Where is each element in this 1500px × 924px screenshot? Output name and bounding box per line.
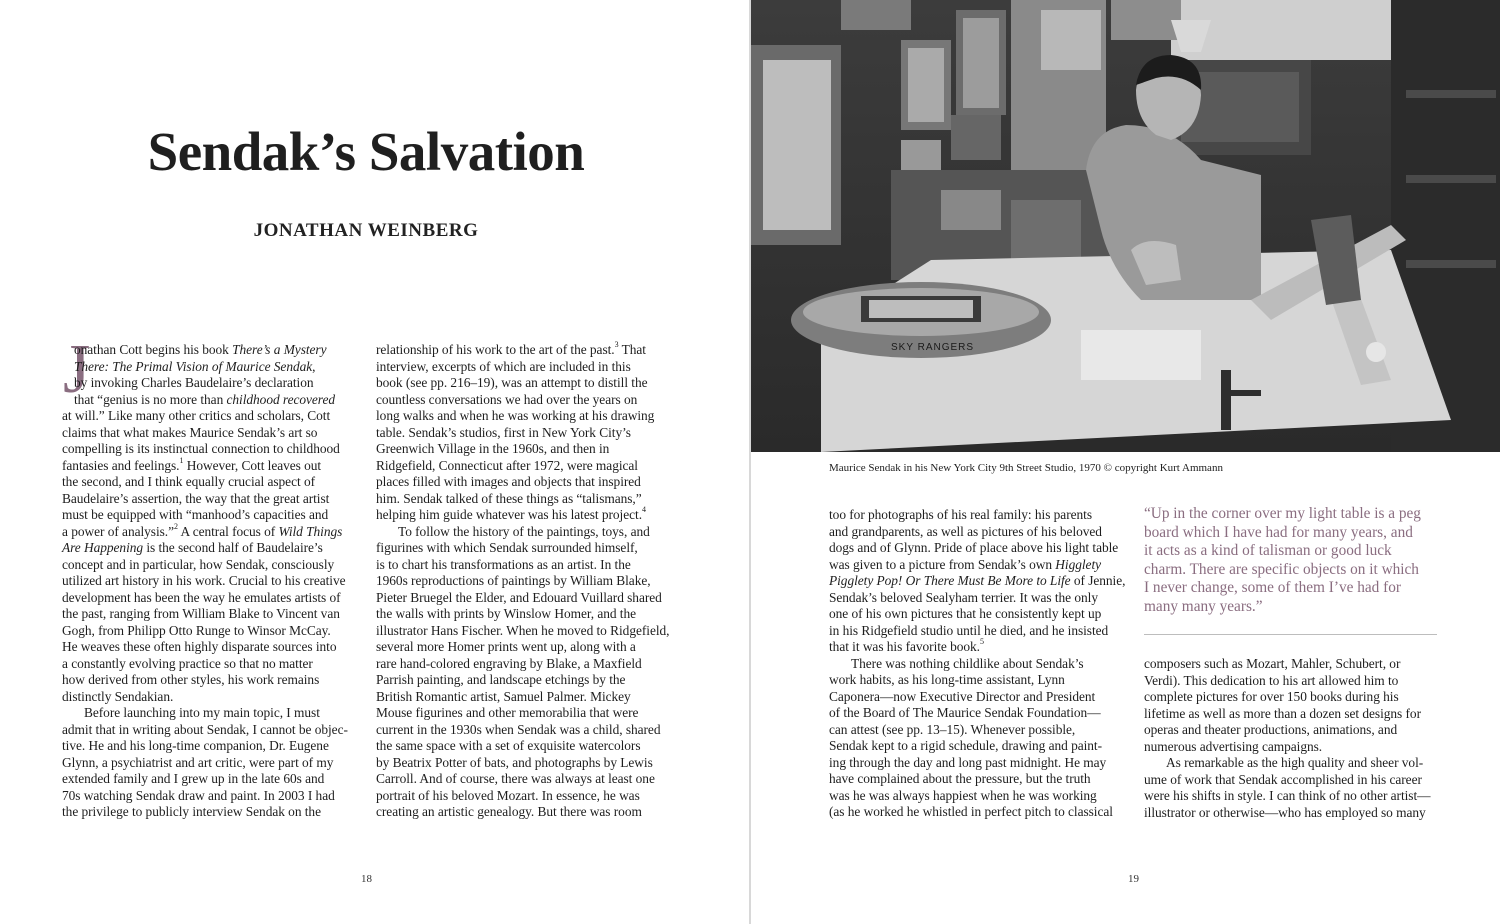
divider bbox=[1144, 634, 1437, 635]
body-column-1 bbox=[62, 331, 362, 821]
text-line: Baudelaire’s assertion, the way that the great artist bbox=[62, 490, 330, 506]
text-line: the privilege to publicly interview Sendak on the bbox=[62, 804, 321, 819]
text-line: Carroll. And of course, there was always at least one bbox=[376, 771, 655, 786]
chapter-title: Sendak’s Salvation bbox=[147, 121, 585, 182]
text-line: a power of analysis.”$^2$ A central focus of Wild Things bbox=[62, 521, 343, 539]
page-number-left: 18 bbox=[361, 873, 372, 885]
text-line: relationship of his work to the art of the past.$^3$ That bbox=[376, 340, 646, 357]
text-line: utilized art history in his work. Crucial to his creative bbox=[62, 573, 346, 588]
text-line: Ridgefield, Connecticut after 1972, were magical bbox=[376, 457, 638, 473]
blimp-text: SKY RANGERS bbox=[891, 342, 975, 353]
text-line: can attest (see pp. 13–15). Whenever possible, bbox=[829, 721, 1076, 737]
photo-caption: Maurice Sendak in his New York City 9th Street Studio, 1970 © copyright Kurt Ammann bbox=[829, 462, 1223, 474]
text-line: portrait of his beloved Mozart. In essence, he was bbox=[376, 787, 640, 803]
text-line: There was nothing childlike about Sendak’s bbox=[851, 655, 1084, 671]
text-line: onathan Cott begins his book There’s a Mystery bbox=[74, 342, 327, 357]
text-line: Before launching into my main topic, I must bbox=[84, 705, 320, 720]
text-line: long walks and when he was working at his drawing bbox=[376, 408, 655, 423]
text-line: rare hand-colored engraving by Blake, a Maxfield bbox=[376, 655, 642, 671]
text-line: dogs and of Glynn. Pride of place above his light table bbox=[829, 540, 1119, 555]
text-line: Sendak kept to a rigid schedule, drawing and paint- bbox=[829, 738, 1102, 753]
text-line: Caponera—now Executive Director and President bbox=[829, 688, 1096, 704]
text-line: the walls with prints by Winslow Homer, and the bbox=[376, 606, 637, 621]
text-line: the past, ranging from William Blake to Vincent van bbox=[62, 606, 340, 621]
text-line: (as he worked he whistled in perfect pitch to classical bbox=[829, 804, 1113, 819]
text-line: and grandparents, as well as pictures of his beloved bbox=[829, 523, 1102, 539]
text-line: Gogh, from Philipp Otto Runge to Winsor McCay. bbox=[62, 622, 331, 638]
text-line: one of his own pictures that he consistently kept up bbox=[829, 606, 1102, 621]
text-line: lifetime as well as more than a dozen set designs for bbox=[1144, 705, 1421, 721]
body-column-4 bbox=[1144, 656, 1444, 821]
text-line: claims that what makes Maurice Sendak’s art so bbox=[62, 424, 318, 440]
pull-quote bbox=[1144, 505, 1444, 616]
text-line: extended family and I grew up in the late 60s and bbox=[62, 771, 325, 786]
text-line: 70s watching Sendak draw and paint. In 2003 I had bbox=[62, 787, 335, 803]
text-line: tive. He and his long-time companion, Dr. Eugene bbox=[62, 738, 329, 753]
text-line: places filled with images and objects that inspired bbox=[376, 474, 641, 489]
text-line: have complained about the pressure, but the truth bbox=[829, 771, 1091, 786]
text-line: Mouse figurines and other memorabilia that were bbox=[376, 705, 639, 720]
text-line: by Beatrix Potter of bats, and photographs by Lewis bbox=[376, 754, 653, 770]
author-name: JONATHAN WEINBERG bbox=[253, 220, 479, 241]
text-line: book (see pp. 216–19), was an attempt to distill the bbox=[376, 375, 648, 390]
text-line: the same space with a set of exquisite watercolors bbox=[376, 738, 641, 753]
drop-cap: J bbox=[63, 331, 91, 408]
text-line: is to chart his transformations as an artist. In the bbox=[376, 556, 631, 572]
text-line: 1960s reproductions of paintings by William Blake, bbox=[376, 573, 651, 588]
text-line: that “genius is no more than childhood recovered bbox=[74, 391, 336, 407]
studio-photograph bbox=[751, 0, 1500, 452]
text-line: Are Happening is the second half of Baudelaire’s bbox=[62, 540, 323, 555]
text-line: distinctly Sendakian. bbox=[62, 688, 174, 704]
text-line: countless conversations we had over the years on bbox=[376, 391, 638, 407]
text-line: current in the 1930s when Sendak was a child, shared bbox=[376, 721, 661, 737]
text-line: concept and in particular, how Sendak, consciously bbox=[62, 556, 335, 572]
text-line: at will.” Like many other critics and scholars, Cott bbox=[62, 408, 331, 423]
text-line: admit that in writing about Sendak, I cannot be objec- bbox=[62, 721, 348, 737]
pull-quote-line: it acts as a kind of talisman or good luck bbox=[1144, 542, 1392, 559]
text-line: complete pictures for over 150 books during his bbox=[1144, 689, 1399, 704]
text-line: several more Homer prints went up, along with a bbox=[376, 639, 636, 654]
text-line: compelling is its instinctual connection to childhood bbox=[62, 441, 340, 456]
pull-quote-line: “Up in the corner over my light table is a peg bbox=[1144, 505, 1421, 522]
text-line: Parrish painting, and landscape etchings by the bbox=[376, 672, 626, 687]
text-line: creating an artistic genealogy. But there was room bbox=[376, 804, 642, 819]
page-number-right: 19 bbox=[1128, 873, 1139, 885]
text-line: British Romantic artist, Samuel Palmer. Mickey bbox=[376, 688, 631, 704]
text-line: Sendak’s beloved Sealyham terrier. It was the only bbox=[829, 589, 1098, 605]
text-line: To follow the history of the paintings, toys, and bbox=[398, 523, 650, 539]
text-line: helping him guide whatever was his latest project.$^4$ bbox=[376, 505, 646, 522]
text-line: composers such as Mozart, Mahler, Schubert, or bbox=[1144, 656, 1401, 671]
text-line: table. Sendak’s studios, first in New York City’s bbox=[376, 424, 631, 440]
text-line: development has been the way he emulates artists of bbox=[62, 589, 341, 605]
text-line: too for photographs of his real family: his parents bbox=[829, 507, 1092, 522]
text-line: ing through the day and long past midnight. He may bbox=[829, 754, 1107, 770]
text-line: He weaves these often highly disparate sources into bbox=[62, 639, 337, 654]
text-line: Pigglety Pop! Or There Must Be More to Life of Jennie, bbox=[829, 573, 1126, 588]
text-line: There: The Primal Vision of Maurice Sendak, bbox=[74, 358, 316, 374]
text-line: that it was his favorite book.$^5$ bbox=[829, 637, 984, 654]
text-line: were his shifts in style. I can think of no other artist— bbox=[1144, 788, 1431, 803]
text-line: work habits, as his long-time assistant, Lynn bbox=[829, 672, 1065, 687]
text-line: ume of work that Sendak accomplished in his career bbox=[1144, 771, 1422, 787]
text-line: of the Board of The Maurice Sendak Foundation— bbox=[829, 705, 1101, 720]
text-line: was he was always happiest when he was working bbox=[829, 787, 1097, 803]
pull-quote-line: board which I have had for many years, and bbox=[1144, 523, 1413, 541]
text-line: how derived from other styles, his work remains bbox=[62, 672, 320, 687]
pull-quote-line: many many years.” bbox=[1144, 597, 1263, 615]
text-line: fantasies and feelings.$^1$ However, Cott leaves out bbox=[62, 455, 322, 473]
text-line: interview, excerpts of which are included in this bbox=[376, 358, 631, 374]
text-line: illustrator or otherwise—who has employed so many bbox=[1144, 804, 1426, 820]
text-line: a constantly evolving practice so that no matter bbox=[62, 655, 313, 671]
text-line: numerous advertising campaigns. bbox=[1144, 738, 1323, 754]
body-column-3 bbox=[829, 507, 1129, 821]
body-column-2 bbox=[376, 342, 676, 821]
text-line: in his Ridgefield studio until he died, and he insisted bbox=[829, 622, 1109, 638]
text-line: the second, and I think equally crucial aspect of bbox=[62, 474, 315, 489]
pull-quote-line: I never change, some of them I’ve had for bbox=[1144, 579, 1401, 596]
text-line: As remarkable as the high quality and sheer vol- bbox=[1166, 755, 1424, 770]
text-line: him. Sendak talked of these things as “talismans,” bbox=[376, 490, 642, 506]
text-line: Greenwich Village in the 1960s, and then in bbox=[376, 441, 610, 456]
text-line: was given to a picture from Sendak’s own Higglety bbox=[829, 556, 1102, 572]
text-line: by invoking Charles Baudelaire’s declaration bbox=[74, 375, 314, 390]
text-line: illustrator Hans Fischer. When he moved to Ridgefield, bbox=[376, 622, 670, 638]
pull-quote-line: charm. There are specific objects on it which bbox=[1144, 560, 1419, 578]
photo-illustration bbox=[751, 0, 1500, 452]
text-line: Glynn, a psychiatrist and art critic, were part of my bbox=[62, 754, 334, 770]
text-line: Pieter Bruegel the Elder, and Edouard Vuillard shared bbox=[376, 589, 662, 605]
text-line: must be equipped with “manhood’s capacities and bbox=[62, 507, 329, 522]
text-line: Verdi). This dedication to his art allowed him to bbox=[1144, 672, 1399, 688]
text-line: figurines with which Sendak surrounded himself, bbox=[376, 540, 638, 555]
text-line: operas and theater productions, animations, and bbox=[1144, 722, 1398, 737]
